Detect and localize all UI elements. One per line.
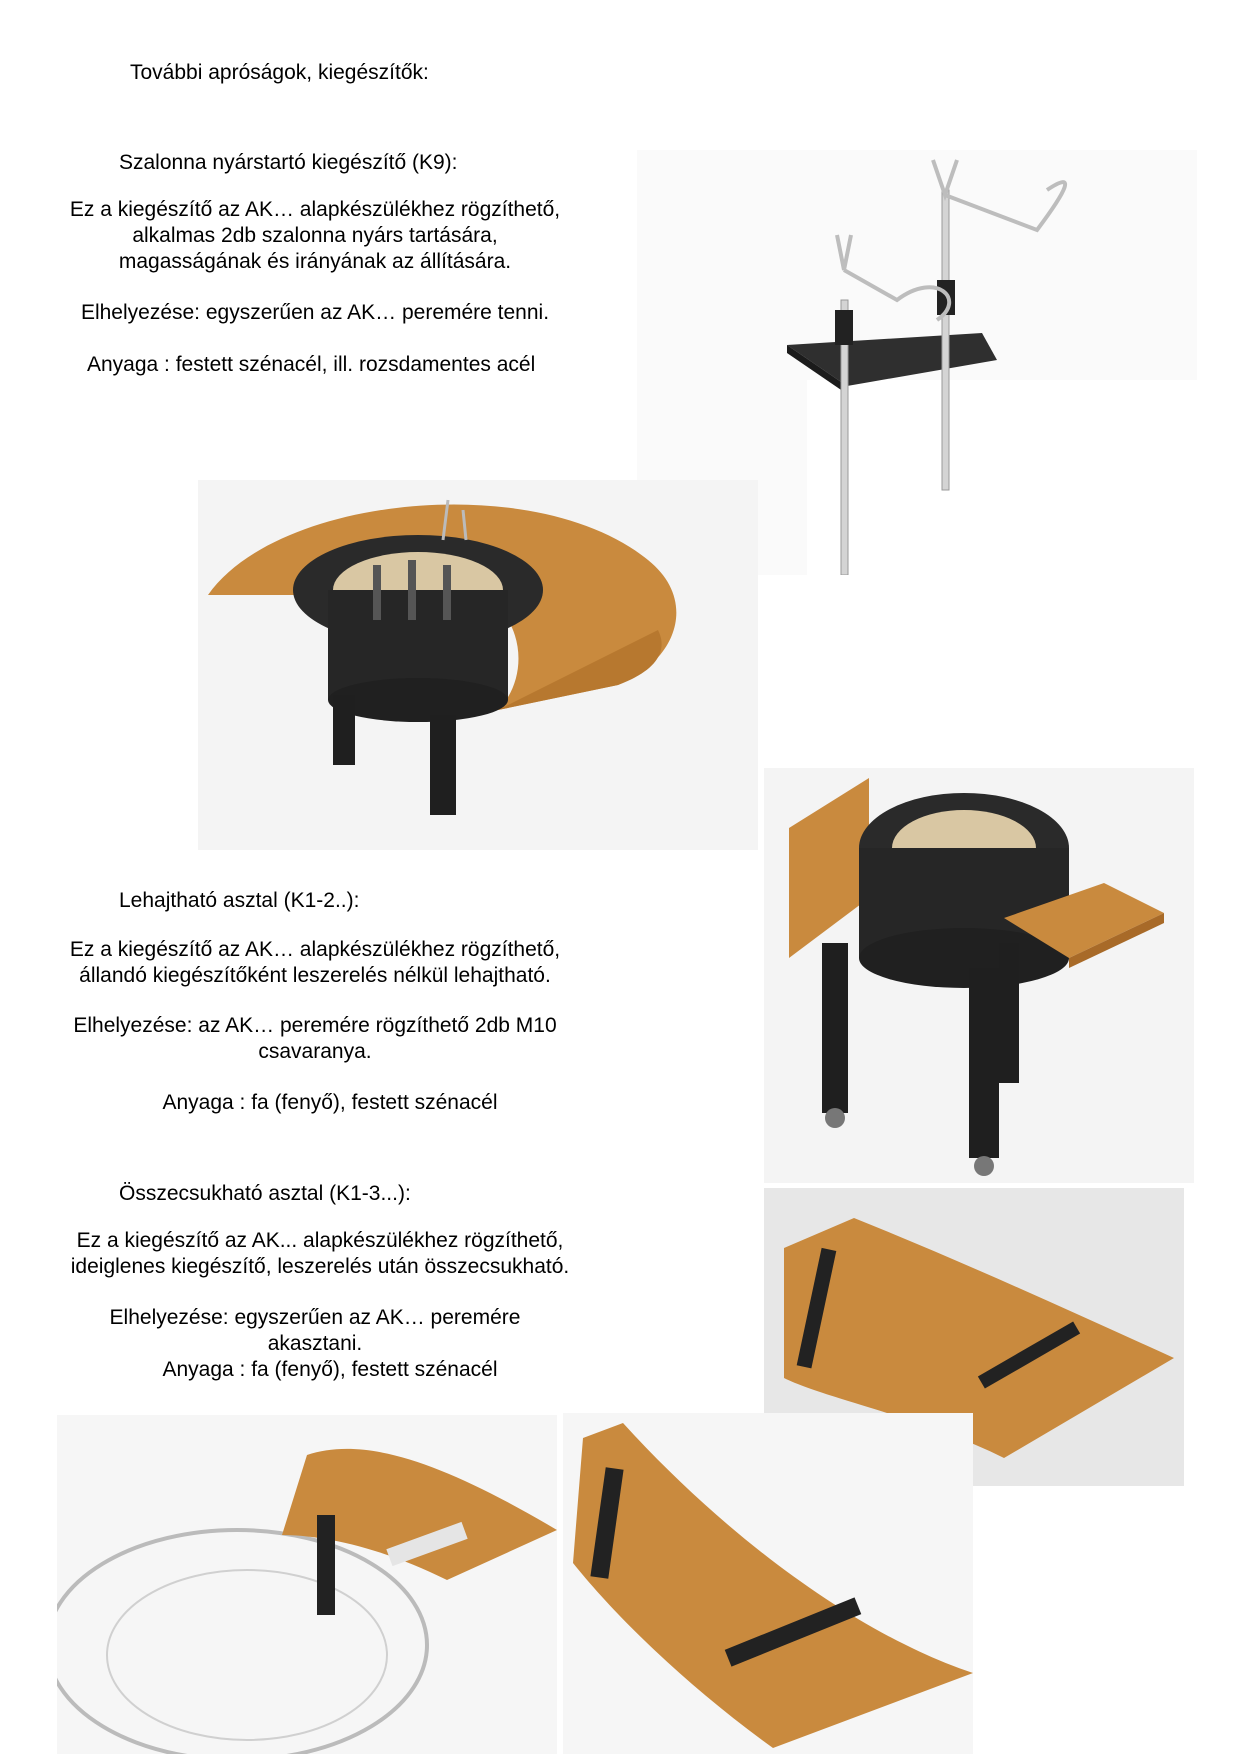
section-1-desc-line-2: alkalmas 2db szalonna nyárs tartására, xyxy=(132,224,498,247)
section-1-heading: Szalonna nyárstartó kiegészítő (K9): xyxy=(119,151,458,174)
page-title: További apróságok, kiegészítők: xyxy=(130,61,429,84)
section-1-placement: Elhelyezése: egyszerűen az AK… peremére tenni. xyxy=(80,301,550,324)
section-3-placement-line-2: akasztani. xyxy=(267,1332,363,1355)
table-underside-image xyxy=(563,1413,973,1754)
section-3-desc-line-2: ideiglenes kiegészítő, leszerelés után összecsukható. xyxy=(70,1255,570,1278)
section-2-desc-line-2: állandó kiegészítőként leszerelés nélkül lehajtható. xyxy=(79,964,551,987)
section-2-desc-line-1: Ez a kiegészítő az AK… alapkészülékhez rögzíthető, xyxy=(69,938,561,961)
section-2-heading: Lehajtható asztal (K1-2..): xyxy=(119,889,360,912)
section-3-heading: Összecsukható asztal (K1-3...): xyxy=(119,1182,411,1205)
section-2-material: Anyaga : fa (fenyő), festett szénacél xyxy=(162,1091,498,1114)
section-3-material: Anyaga : fa (fenyő), festett szénacél xyxy=(162,1358,498,1381)
section-2-placement-line-1: Elhelyezése: az AK… peremére rögzíthető 2db M10 xyxy=(73,1014,557,1037)
section-3-placement-line-1: Elhelyezése: egyszerűen az AK… peremére xyxy=(109,1306,521,1329)
grill-ring-table-image xyxy=(198,480,758,850)
section-1-material: Anyaga : festett szénacél, ill. rozsdamentes acél xyxy=(87,353,536,376)
section-2-placement-line-2: csavaranya. xyxy=(258,1040,372,1063)
section-1-desc-line-1: Ez a kiegészítő az AK… alapkészülékhez rögzíthető, xyxy=(69,198,561,221)
section-1-desc-line-3: magasságának és irányának az állítására. xyxy=(118,250,512,273)
table-on-ring-image xyxy=(57,1415,557,1754)
section-3-desc-line-1: Ez a kiegészítő az AK... alapkészülékhez rögzíthető, xyxy=(76,1229,564,1252)
folding-table-grill-image xyxy=(764,768,1194,1183)
